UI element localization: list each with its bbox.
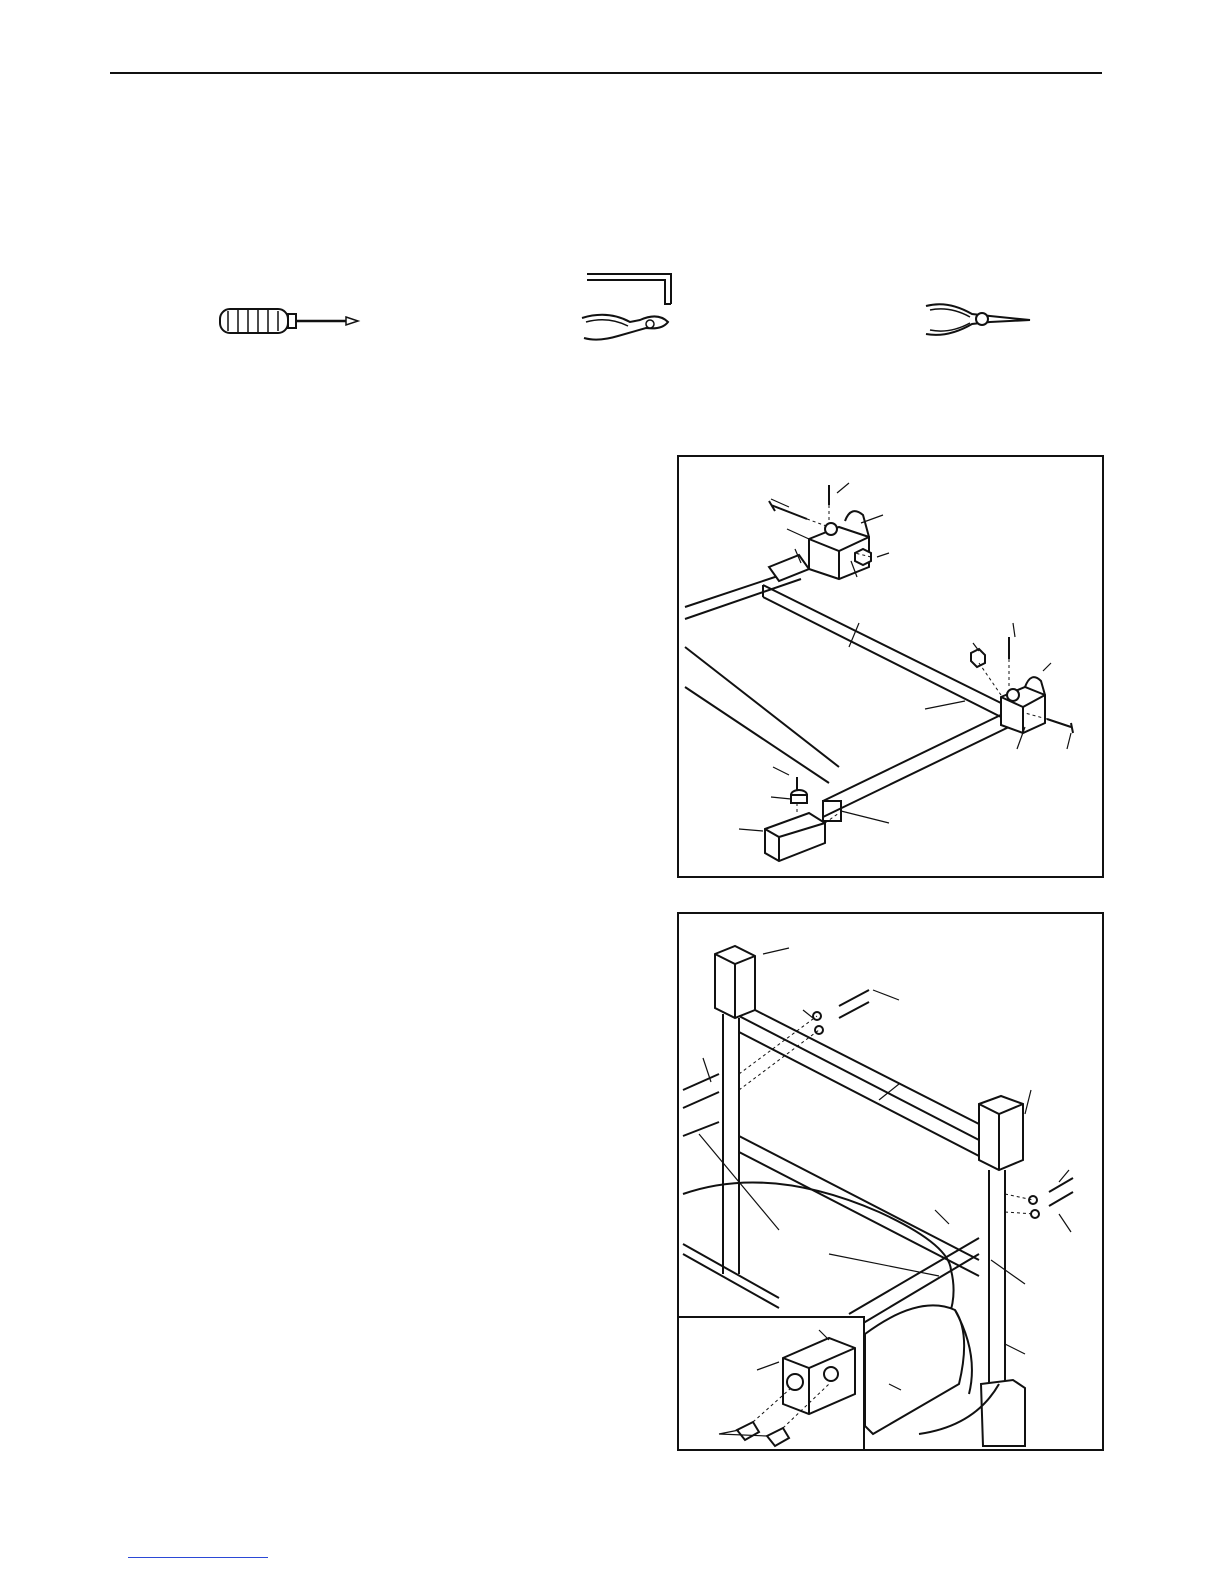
tools-row xyxy=(0,260,1225,360)
needlenose-pliers-icon xyxy=(920,300,1035,340)
upright-end-inset-figure xyxy=(679,1316,865,1449)
frame-base-assembly-figure xyxy=(677,455,1104,878)
allen-wrench-icon xyxy=(585,268,680,306)
adjustable-pliers-icon xyxy=(578,308,673,344)
upright-assembly-figure xyxy=(677,912,1104,1451)
phillips-screwdriver-icon xyxy=(218,305,363,337)
header-rule xyxy=(110,72,1102,74)
footer-link-underline[interactable] xyxy=(128,1556,268,1558)
